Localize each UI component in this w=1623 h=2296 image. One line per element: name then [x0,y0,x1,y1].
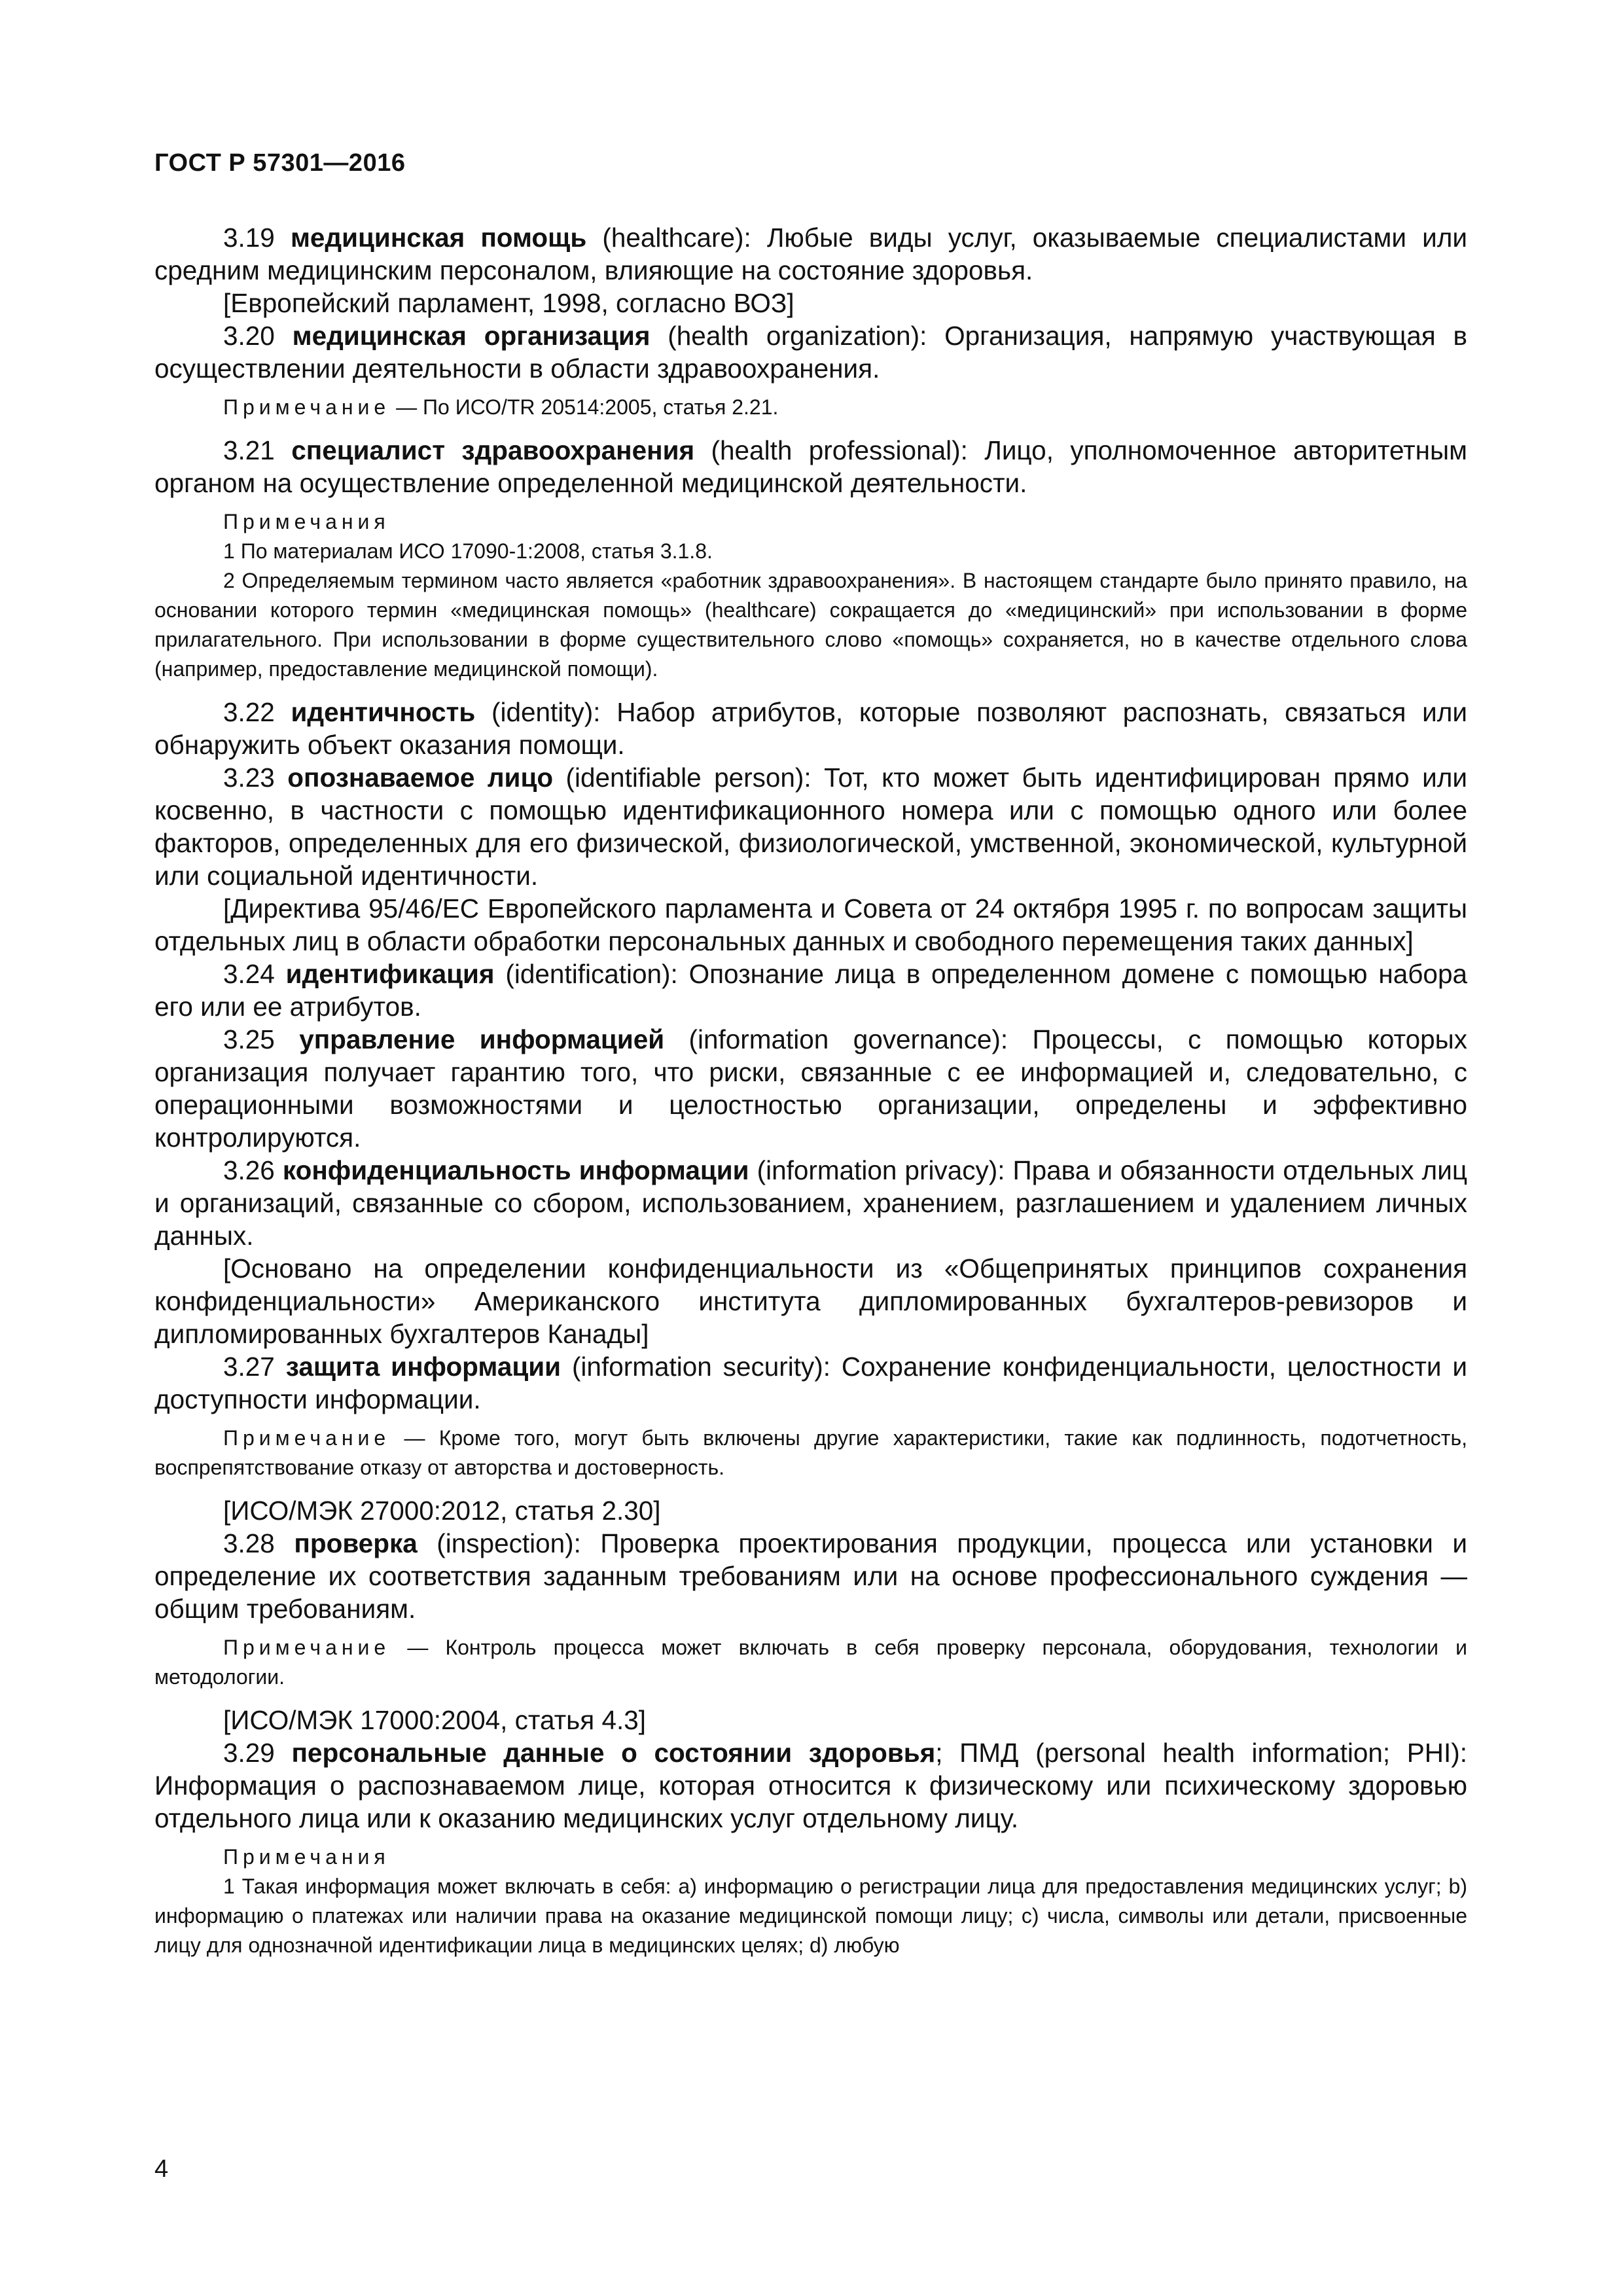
term-entry-3-24 [154,958,1467,1023]
term-entry-3-23 [154,761,1467,892]
document-body [154,221,1467,1960]
entry-definition: (information privacy): Права и обязанности отдельных лиц и организаций, связанные со сбором, использованием, хранением, разглашением и удалением личных данных. [154,1155,1468,1251]
page-number: 4 [154,2155,169,2183]
entry-term: проверка [294,1528,418,1558]
note-label: Примечание [223,1636,391,1659]
term-entry-3-20 [154,319,1467,385]
entry-definition: (health organization): Организация, напрямую участвующая в осуществлении деятельности в области здравоохранения. [154,321,1467,384]
entry-definition: (health professional): Лицо, уполномоченное авторитетным органом на осуществление определенной медицинской деятельности. [154,435,1468,498]
term-entry-3-19 [154,221,1467,287]
note-text: — По ИСО/TR 20514:2005, статья 2.21. [390,395,779,419]
note-label: Примечание [223,1426,391,1450]
entry-definition: (inspection): Проверка проектирования продукции, процесса или установки и определение их соответствия заданным требованиям или на основе профессионального суждения — общим требованиям. [154,1528,1468,1624]
entry-term: защита информации [285,1352,562,1382]
note-label: Примечание [223,395,391,419]
entry-note-2: 2 Определяемым термином часто является «работник здравоохранения». В настоящем стандарте было принято правило, на основании которого термин «медицинская помощь» (healthcare) сокращается до «медицинский» при использовании в форме прилагательного. При использовании в форме существительного слово «помощь» сохраняется, но в качестве отдельного слова (например, предоставление медицинской помощи). [154,569,1467,681]
entry-source: [Европейский парламент, 1998, согласно ВОЗ] [223,288,794,318]
entry-definition: ; ПМД (personal health information; PHI): Информация о распознаваемом лице, которая относится к физическому или психическому здоровью отдельного лица или к оказанию медицинских услуг отдельному лицу. [154,1738,1468,1833]
entry-note [154,393,1467,422]
document-header: ГОСТ Р 57301—2016 [154,149,406,177]
entry-term: специалист здравоохранения [291,435,695,465]
term-entry-3-28 [154,1527,1467,1625]
entry-source: [ИСО/МЭК 17000:2004, статья 4.3] [223,1705,647,1735]
entry-note-1: 1 По материалам ИСО 17090-1:2008, статья 3.1.8. [223,539,713,563]
entry-source: [ИСО/МЭК 27000:2012, статья 2.30] [223,1496,661,1526]
term-entry-3-21 [154,434,1467,499]
entry-number: 3.20 [223,321,293,351]
entry-term: идентичность [291,697,476,727]
entry-definition: (healthcare): Любые виды услуг, оказываемые специалистами или средним медицинским персоналом, влияющие на состояние здоровья. [154,223,1468,285]
entry-note [154,1424,1467,1482]
entry-number: 3.28 [223,1528,294,1558]
entry-term: медицинская организация [292,321,651,351]
term-entry-3-29 [154,1736,1467,1835]
term-entry-3-26 [154,1154,1467,1252]
entry-number: 3.23 [223,762,288,793]
note-text: — Контроль процесса может включать в себя проверку персонала, оборудования, технологии и методологии. [154,1636,1467,1689]
entry-definition: (identity): Набор атрибутов, которые позволяют распознать, связаться или обнаружить объект оказания помощи. [154,697,1467,760]
entry-definition: (identification): Опознание лица в определенном домене с помощью набора его или ее атрибутов. [154,959,1468,1022]
entry-number: 3.26 [223,1155,283,1185]
entry-number: 3.27 [223,1352,286,1382]
note-text: — Кроме того, могут быть включены другие характеристики, такие как подлинность, подотчетность, воспрепятствование отказу от авторства и достоверность. [154,1426,1467,1479]
term-entry-3-22 [154,696,1467,761]
entry-term: медицинская помощь [290,223,587,253]
entry-number: 3.21 [223,435,292,465]
notes-title: Примечания [223,1845,390,1869]
entry-note [154,1633,1467,1692]
entry-number: 3.29 [223,1738,292,1768]
entry-number: 3.19 [223,223,291,253]
entry-source: [Директива 95/46/ЕС Европейского парламента и Совета от 24 октября 1995 г. по вопросам защиты отдельных лиц в области обработки персональных данных и свободного перемещения таких данных] [154,893,1467,956]
entry-term: опознаваемое лицо [287,762,554,793]
entry-definition: (information security): Сохранение конфиденциальности, целостности и доступности информации. [154,1352,1468,1414]
entry-note-1: 1 Такая информация может включать в себя: a) информацию о регистрации лица для предоставления медицинских услуг; b) информацию о платежах или наличии права на оказание медицинской помощи лицу; c) числа, символы или детали, присвоенные лицу для однозначной идентификации лица в медицинских целях; d) любую [154,1874,1467,1957]
entry-number: 3.25 [223,1024,300,1054]
entry-number: 3.24 [223,959,286,989]
entry-definition: (information governance): Процессы, с помощью которых организация получает гарантию того, что риски, связанные с ее информацией и, следовательно, с операционными возможностями и целостностью организации, определены и эффективно контролируются. [154,1024,1467,1153]
entry-number: 3.22 [223,697,291,727]
term-entry-3-25 [154,1023,1467,1154]
entry-term: идентификация [285,959,495,989]
term-entry-3-27 [154,1350,1467,1416]
entry-source: [Основано на определении конфиденциальности из «Общепринятых принципов сохранения конфиденциальности» Американского института дипломированных бухгалтеров-ревизоров и дипломированных бухгалтеров Канады] [154,1253,1467,1349]
entry-term: конфиденциальность информации [282,1155,749,1185]
entry-definition: (identifiable person): Тот, кто может быть идентифицирован прямо или косвенно, в частности с помощью идентификационного номера или с помощью одного или более факторов, определенных для его физической, физиологической, умственной, экономической, культурной или социальной идентичности. [154,762,1468,891]
entry-term: персональные данные о состоянии здоровья [291,1738,936,1768]
notes-title: Примечания [223,510,390,533]
entry-term: управление информацией [299,1024,665,1054]
